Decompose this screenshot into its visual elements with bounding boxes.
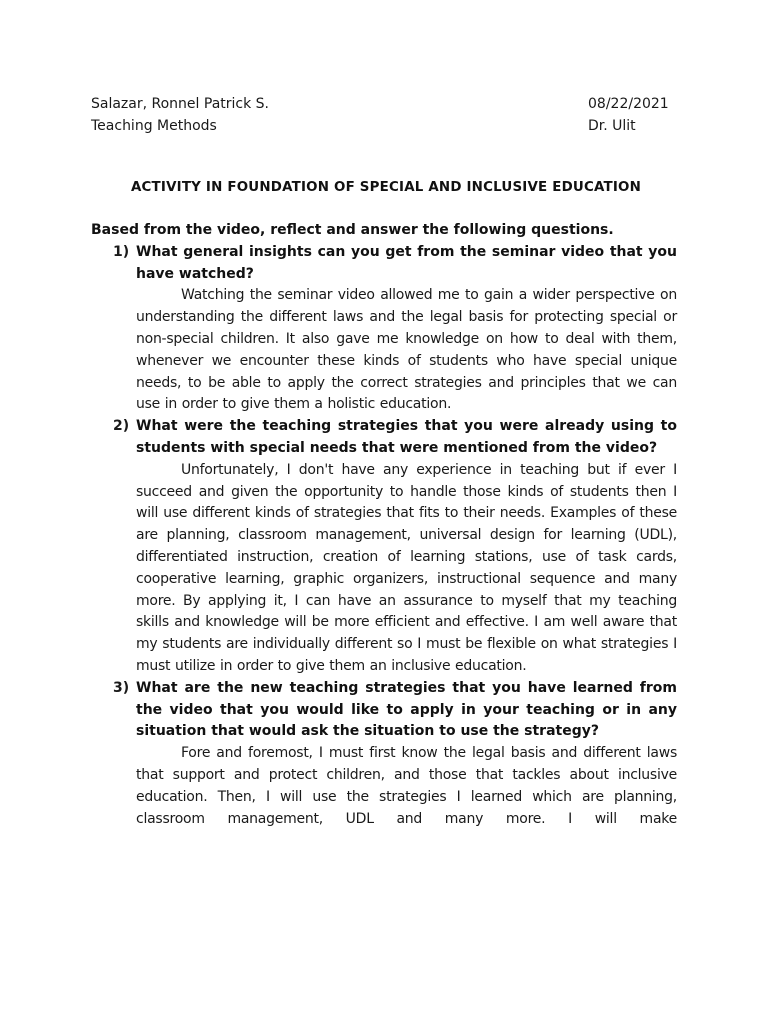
question-text: What general insights can you get from the seminar video that you have watched? <box>136 243 677 282</box>
question-text: What are the new teaching strategies that you have learned from the video that you would like to apply in your teaching or in any situation that would ask the situation to use the strategy? <box>136 679 677 740</box>
document-title: ACTIVITY IN FOUNDATION OF SPECIAL AND INCLUSIVE EDUCATION <box>130 180 642 195</box>
question-block-3 <box>91 678 677 831</box>
answer-text: Unfortunately, I don't have any experience in teaching but if ever I succeed and given the opportunity to handle those kinds of students then I will use different kinds of strategies that fits to their needs. Examples of these are planning, classroom management, universal design for learning (UDL), differentiated instruction, creation of learning stations, use of task cards, cooperative learning, graphic organizers, instructional sequence and many more. By applying it, I can have an assurance to myself that my teaching skills and knowledge will be more efficient and effective. I am well aware that my students are individually different so I must be flexible on what strategies I must utilize in order to give them an inclusive education. <box>136 461 677 674</box>
question-number: 2) <box>113 418 130 435</box>
answer-text: Watching the seminar video allowed me to gain a wider perspective on understanding the different laws and the legal basis for protecting special or non-special children. It also gave me knowledge on how to deal with them, whenever we encounter these kinds of students who have special unique needs, to be able to apply the correct strategies and principles that we can use in order to give them a holistic education. <box>136 287 677 413</box>
question-block-1 <box>91 242 677 416</box>
course-name: Teaching Methods <box>91 118 217 134</box>
student-name: Salazar, Ronnel Patrick S. <box>91 96 270 112</box>
instruction-text: Based from the video, reflect and answer the following questions. <box>91 222 614 238</box>
instructor-name: Dr. Ulit <box>588 118 636 134</box>
question-number: 1) <box>113 243 130 260</box>
question-number: 3) <box>113 679 130 696</box>
question-block-2 <box>91 416 677 678</box>
answer-text: Fore and foremost, I must first know the legal basis and different laws that support and protect children, and those that tackles about inclusive education. Then, I will use the strategies I learned which are planning, classroom management, UDL and many more. I will make <box>136 745 677 827</box>
question-text: What were the teaching strategies that you were already using to students with special needs that were mentioned from the video? <box>136 418 677 456</box>
document-body <box>91 220 677 830</box>
date: 08/22/2021 <box>588 96 669 112</box>
